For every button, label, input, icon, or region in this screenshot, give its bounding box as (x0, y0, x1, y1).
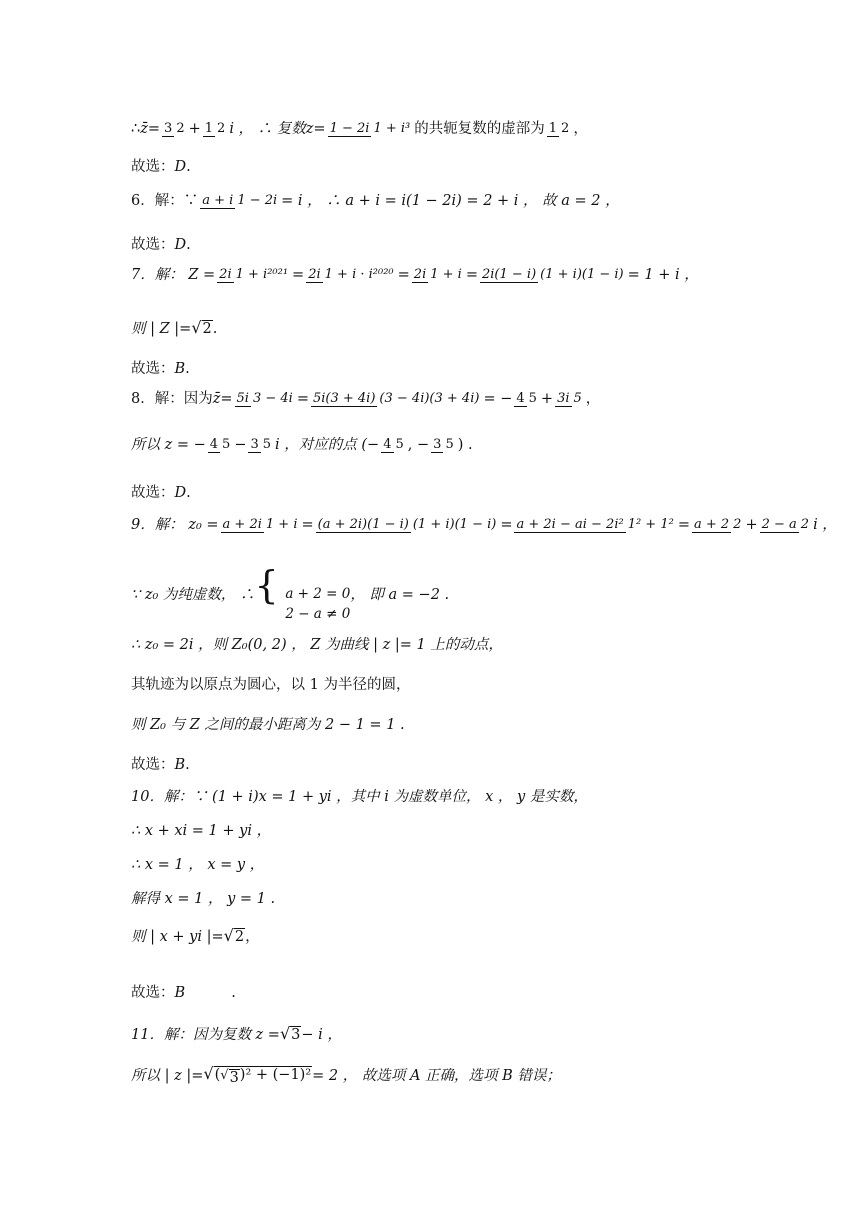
fraction: a + i 1 − 2i (202, 193, 278, 209)
solution-line (131, 676, 820, 694)
square-root: √2 (191, 318, 212, 337)
fraction: 4 5 (209, 437, 231, 453)
text: z (305, 121, 314, 137)
fraction: 5i 3 − 4i (236, 391, 293, 407)
solution-line (131, 390, 820, 408)
text: i ， ∴ 复数 (229, 121, 306, 137)
text: . (185, 757, 190, 773)
text: − i ， (301, 1027, 342, 1043)
text: = (296, 391, 309, 407)
solution-line (131, 266, 820, 284)
solution-line (131, 516, 837, 534)
case-system: { a + 2 = 0 2 − a ≠ 0 (255, 566, 351, 625)
solution-line (131, 890, 820, 908)
text: 10．解：∵ (1 + i)x = 1 + yi ，其中 i 为虚数单位， x ， y 是实数， (131, 789, 588, 805)
answer-line (131, 158, 820, 176)
text: ) . (457, 437, 473, 453)
text: 的共轭复数的虚部为 (414, 121, 545, 137)
text: ∴ x + xi = 1 + yi ， (131, 823, 272, 839)
text: 则 | x + yi |= (131, 929, 224, 945)
text: z̄ (212, 391, 221, 407)
text: 故选： (131, 985, 175, 1001)
text: ∵ z₀ 为纯虚数， ∴ (131, 587, 255, 604)
text: = 1 + i ， (627, 267, 699, 283)
text: 故选： (131, 237, 175, 253)
text: ， (585, 391, 601, 407)
solution-line (131, 788, 820, 806)
solution-line (131, 1026, 820, 1044)
text: = (220, 391, 233, 407)
text: 11．解：因为复数 z = (131, 1027, 280, 1043)
answer-line (131, 360, 820, 378)
square-root: √3 (279, 1024, 301, 1043)
text: 所以 | z |= (131, 1068, 204, 1085)
text: 故选： (131, 159, 175, 175)
fraction: 1 − 2i 1 + i³ (329, 121, 411, 137)
text: i ， (813, 517, 837, 533)
text: ∴ z₀ = 2i ，则 Z₀(0, 2) ， Z 为曲线 | z |= 1 上的动点， (131, 637, 503, 653)
solution-line (131, 320, 820, 338)
text: 故选： (131, 485, 175, 501)
fraction: (a + 2i)(1 − i) (1 + i)(1 − i) (317, 517, 497, 533)
fraction: 1 2 (204, 121, 226, 137)
text: = 2 ， 故选项 A 正确，选项 B 错误； (312, 1068, 561, 1085)
text: = − (483, 391, 513, 407)
text: z̄ (140, 121, 148, 137)
text: 其轨迹为以原点为圆心，以 1 为半径的圆， (131, 677, 411, 693)
text: = (313, 121, 326, 137)
fraction: a + 2i − ai − 2i² 1² + 1² (516, 517, 674, 533)
fraction: 3 5 (250, 437, 272, 453)
fraction: 2 − a 2 (761, 517, 810, 533)
answer-choice: B (174, 757, 186, 773)
case-line: 2 − a ≠ 0 (285, 606, 351, 623)
fraction: 3 5 (433, 437, 454, 453)
text: = i ， ∴ a + i = i(1 − 2i) = 2 + i ， 故 a = 2 ， (281, 193, 620, 209)
text: ， 即 a = −2 . (350, 587, 450, 604)
text: . (185, 361, 190, 377)
text: 则 Z₀ 与 Z 之间的最小距离为 2 − 1 = 1 . (131, 717, 405, 733)
text: 解得 x = 1 ， y = 1 . (131, 891, 276, 907)
text: 则 | Z |= (131, 321, 192, 337)
text: + (745, 517, 758, 533)
text: − (234, 437, 247, 453)
text: ， (245, 929, 260, 945)
fraction: a + 2 2 (693, 517, 742, 533)
text: = (397, 267, 410, 283)
fraction: 2i 1 + i (413, 267, 462, 283)
solution-line (131, 636, 820, 654)
solution-line (131, 563, 820, 625)
text: . (212, 321, 218, 337)
text: 9．解： z₀ = (131, 517, 219, 533)
answer-choice: D (174, 237, 187, 253)
case-line: a + 2 = 0 (285, 586, 351, 602)
text: = (292, 267, 305, 283)
answer-line (131, 984, 820, 1002)
solution-line (131, 192, 820, 210)
fraction: 2i 1 + i²⁰²¹ (219, 267, 289, 283)
answer-choice: B (174, 361, 186, 377)
square-root: √2 (223, 926, 245, 945)
text: + (188, 121, 201, 137)
fraction: 5i(3 + 4i) (3 − 4i)(3 + 4i) (312, 391, 480, 407)
answer-choice: D (174, 485, 187, 501)
solution-line (131, 436, 820, 454)
fraction: 4 5 (516, 391, 537, 407)
solution-line (131, 822, 820, 840)
fraction: 3i 5 (557, 391, 582, 407)
text: . (185, 985, 236, 1001)
fraction: 2i(1 − i) (1 + i)(1 − i) (481, 267, 624, 283)
text: = (500, 517, 513, 533)
text: = (677, 517, 690, 533)
text: + (540, 391, 554, 407)
text: ∴ (131, 121, 141, 137)
solution-line (131, 716, 820, 734)
text: 故选： (131, 757, 175, 773)
solution-line (131, 928, 820, 946)
answer-line (131, 756, 820, 774)
text: ， (573, 121, 588, 137)
fraction: 4 5 (383, 437, 404, 453)
text: ∴ x = 1 ， x = y ， (131, 857, 265, 873)
fraction: 3 2 (164, 121, 185, 137)
solution-line (131, 120, 820, 138)
solution-line (131, 856, 820, 874)
answer-choice: D (174, 159, 187, 175)
text: , − (407, 437, 430, 453)
square-root: √( √ 3 )² + (−1)² (203, 1064, 312, 1086)
text: 8．解：因为 (131, 391, 213, 407)
fraction: 1 2 (548, 121, 570, 137)
text: = (465, 267, 478, 283)
text: = (301, 517, 314, 533)
text: i ，对应的点 (− (275, 437, 380, 453)
text: = (147, 121, 161, 137)
text: 所以 z = − (131, 437, 206, 453)
answer-choice: B (174, 985, 186, 1001)
answer-line (131, 484, 820, 502)
text: 6．解：∵ (131, 193, 199, 209)
fraction: a + 2i 1 + i (222, 517, 298, 533)
text: . (186, 159, 191, 175)
fraction: 2i 1 + i · i²⁰²⁰ (308, 267, 394, 283)
answer-line (131, 236, 820, 254)
text: . (186, 237, 191, 253)
solution-line (131, 1066, 820, 1087)
text: . (186, 485, 191, 501)
text: 故选： (131, 361, 175, 377)
text: 7．解： Z = (131, 267, 216, 283)
